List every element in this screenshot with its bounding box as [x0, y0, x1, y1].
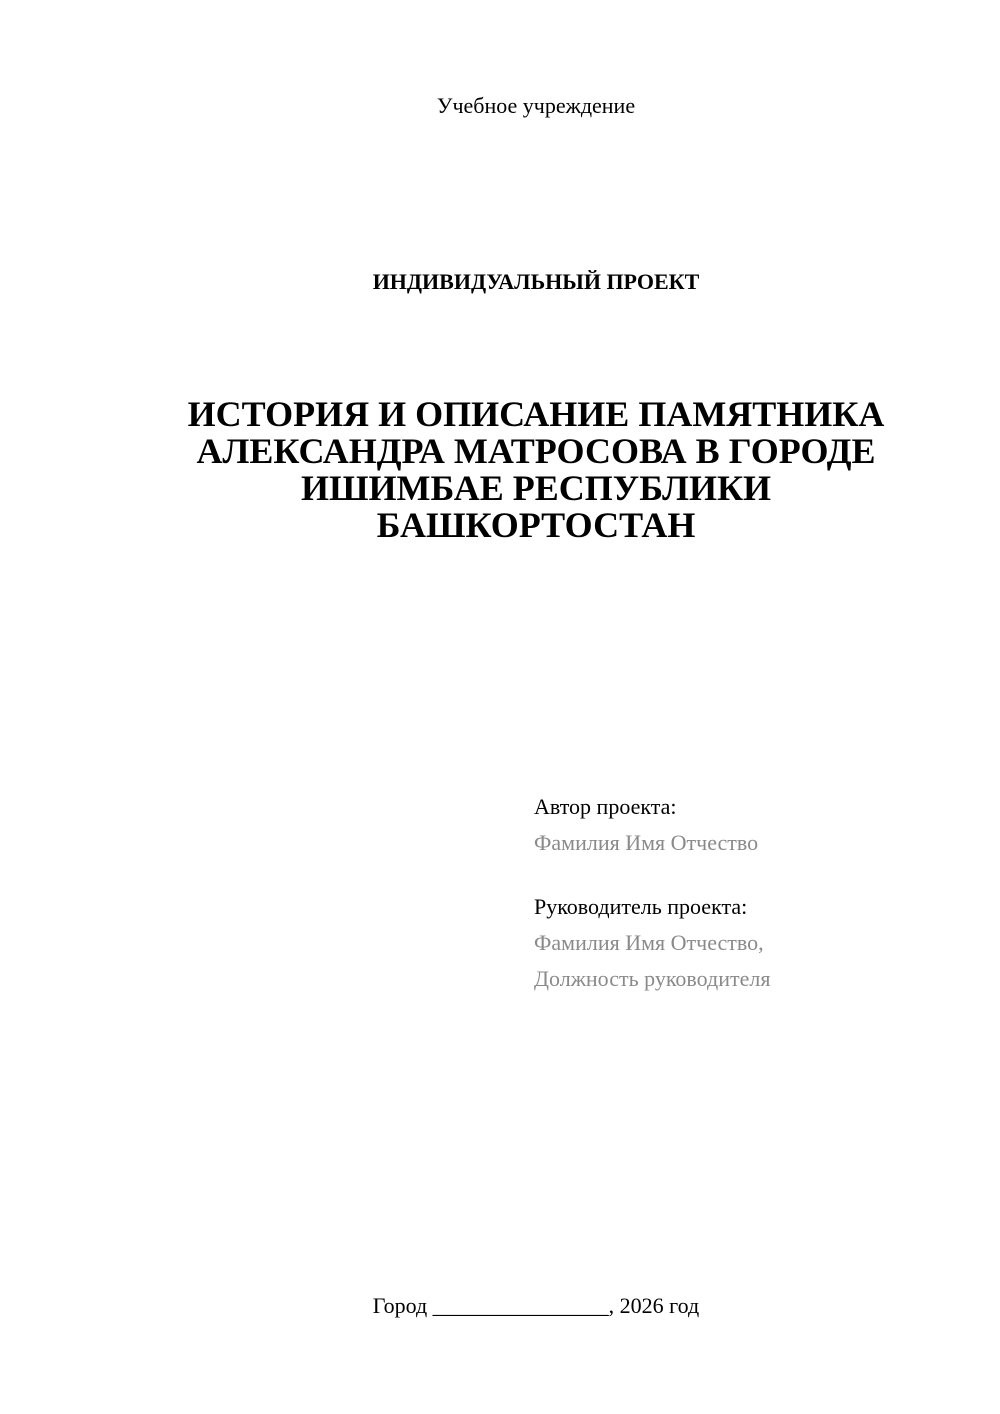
title-line: БАШКОРТОСТАН	[376, 505, 696, 545]
credits-block	[534, 789, 974, 997]
supervisor-name: Фамилия Имя Отчество,	[534, 930, 764, 955]
title-line: ИСТОРИЯ И ОПИСАНИЕ ПАМЯТНИКА	[187, 394, 885, 434]
project-title	[120, 396, 952, 544]
credits-spacer	[534, 861, 974, 889]
supervisor-label: Руководитель проекта:	[534, 894, 748, 919]
city-year-line: Город ________________, 2026 год	[372, 1293, 700, 1318]
title-line: АЛЕКСАНДРА МАТРОСОВА В ГОРОДЕ	[196, 431, 876, 471]
author-label: Автор проекта:	[534, 794, 677, 819]
document-type: ИНДИВИДУАЛЬНЫЙ ПРОЕКТ	[372, 269, 700, 294]
author-name: Фамилия Имя Отчество	[534, 830, 759, 855]
supervisor-position: Должность руководителя	[534, 966, 771, 991]
title-line: ИШИМБАЕ РЕСПУБЛИКИ	[300, 468, 772, 508]
institution-name: Учебное учреждение	[436, 93, 636, 118]
